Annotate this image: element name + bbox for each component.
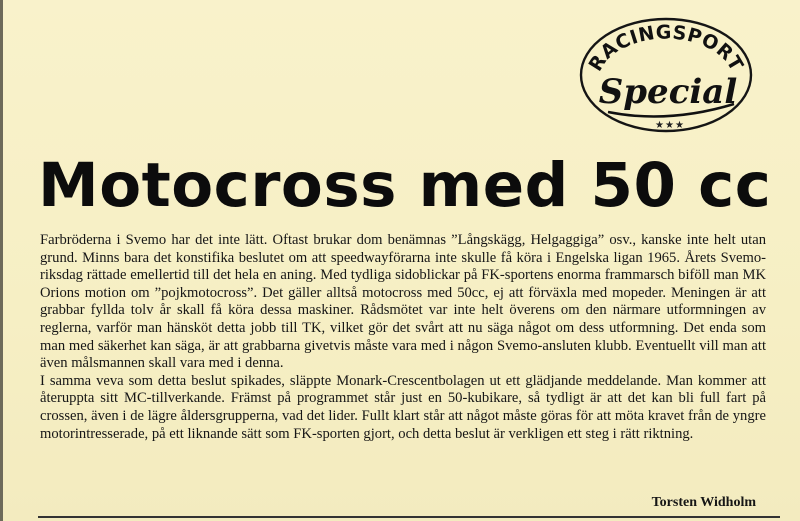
article-paragraph-2: I samma veva som detta beslut spikades, släppte Monark-Crescentbolagen ut ett glädjande meddelande. Man kommer att återuppta sitt MC-tillverkande. Främst på programmet står just en 50-kubikare, så tydligt är att det kan bli full fart på crossen, även i de lägre åldersgrupperna, vad det lider. Fullt klart står att något måste göras för att möta kravet från de yngre motorintresserade, på ett liknande sätt som FK-sporten gjort, och detta beslut är verkligen ett steg i rätt riktning. — [40, 372, 766, 442]
article-body — [40, 232, 766, 443]
page-edge — [0, 0, 3, 521]
article-paragraph-1: Farbröderna i Svemo har det inte lätt. Oftast brukar dom benämnas ”Långskägg, Helgaggiga” osv., kanske inte helt utan grund. Minns bara det konstifika beslutet om att speedwayförarna inte skulle få köra i Engelska ligan 1965. Årets Svemo-riksdag rättade emellertid till det hela en aning. Med tydliga sidoblickar på FK-sportens enorma frammarsch biföll man MK Orions motion om ”pojkmotocross”. Det gäller alltså motocross med 50cc, ej att förväxla med mopeder. Meningen är att grabbar fyllda tolv år skall få köra dessa maskiner. Rådsmötet var inte helt överens om den närmare utformningen av reglerna, varför man hänsköt detta jobb till TK, vilket gör det svårt att nu säga något om dess utformning. Det enda som man med säkerhet kan säga, är att grabbarna givetvis måste vara med i någon Svemo-ansluten klubb. Eventuellt vill man att även målsmannen skall vara med i denna. — [40, 232, 766, 372]
logo-bottom-text: Special — [598, 72, 738, 112]
article-author: Torsten Widholm — [651, 495, 756, 510]
logo-stars: ★★★ — [655, 120, 685, 131]
logo-top-text: RACINGSPORT — [584, 21, 748, 76]
bottom-rule — [38, 516, 780, 518]
article-headline: Motocross med 50 cc — [38, 150, 772, 221]
racingsport-special-logo — [578, 16, 754, 134]
